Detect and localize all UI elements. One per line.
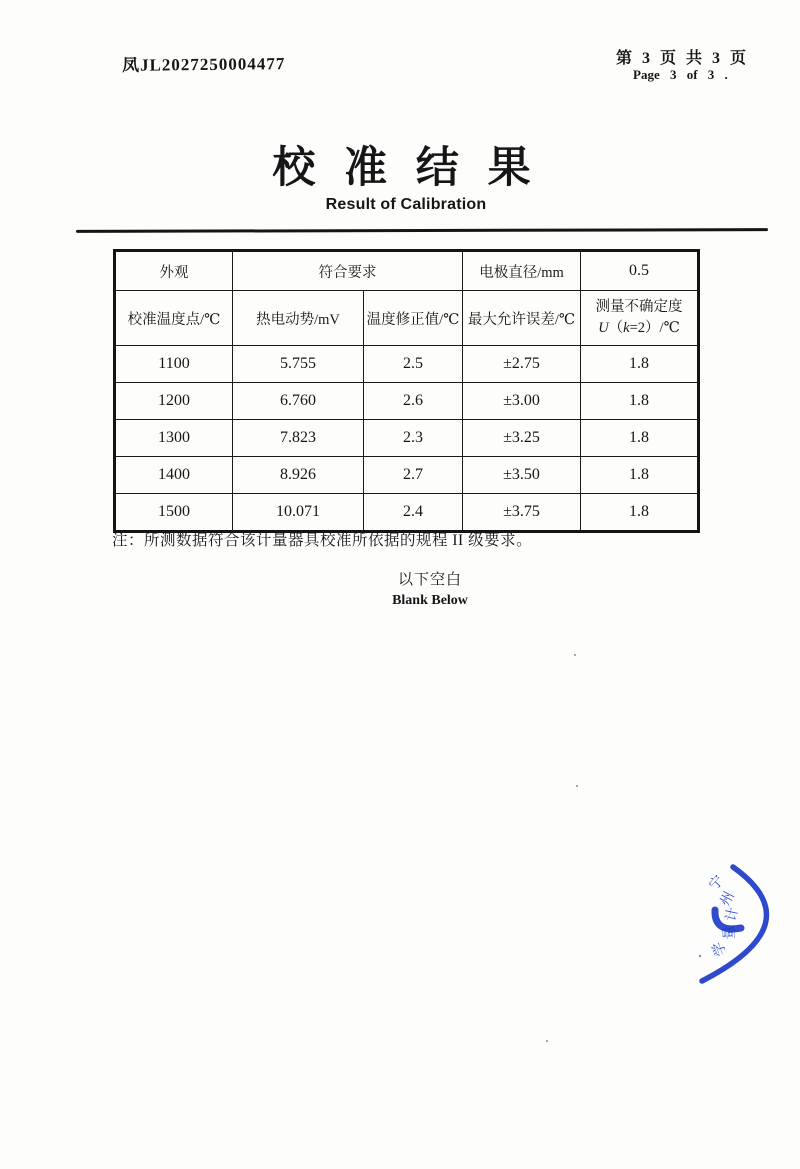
- table-cell: 1.8: [581, 494, 699, 532]
- column-header-temperature: 校准温度点/℃: [115, 291, 233, 346]
- certificate-number: 凤JL2027250004477: [121, 54, 286, 75]
- table-cell: 2.7: [364, 457, 463, 494]
- column-header-uncertainty: [581, 291, 699, 346]
- page-indicator-en: Page 3 of 3 .: [633, 67, 728, 82]
- uncertainty-header-line2: U（k=2）/℃: [598, 320, 680, 336]
- seal-arc-icon: [688, 852, 798, 994]
- table-row: [115, 346, 699, 383]
- table-cell: 1.8: [581, 346, 699, 383]
- blank-below-cn: 以下空白: [397, 572, 463, 588]
- table-cell: 1500: [115, 494, 233, 532]
- table-cell: ±2.75: [463, 346, 581, 383]
- table-cell: 1.8: [581, 420, 699, 457]
- electrode-diameter-label: 电极直径/mm: [463, 251, 581, 291]
- scan-speck: [574, 654, 576, 656]
- appearance-label: 外观: [115, 251, 233, 291]
- scan-speck: [699, 955, 701, 957]
- table-cell: ±3.50: [463, 457, 581, 494]
- official-seal-partial: [688, 852, 798, 994]
- table-cell: 2.3: [364, 420, 463, 457]
- table-row: [115, 383, 699, 420]
- table-cell: ±3.75: [463, 494, 581, 532]
- electrode-diameter-value: 0.5: [581, 251, 699, 291]
- scan-speck: [546, 1040, 548, 1042]
- table-cell: 2.5: [364, 346, 463, 383]
- table-cell: 6.760: [233, 383, 364, 420]
- table-cell: 1300: [115, 420, 233, 457]
- table-cell: 1.8: [581, 457, 699, 494]
- column-header-row: [115, 291, 699, 346]
- seal-char: 宁: [706, 873, 728, 894]
- table-cell: 8.926: [233, 457, 364, 494]
- table-row: [115, 494, 699, 532]
- page-title-en: Result of Calibration: [325, 196, 487, 213]
- scan-speck: [576, 785, 578, 787]
- uncertainty-header-line1: 测量不确定度: [595, 298, 683, 315]
- table-cell: ±3.25: [463, 420, 581, 457]
- table-cell: 2.4: [364, 494, 463, 532]
- calibration-results-table: [113, 249, 700, 533]
- table-row: [115, 457, 699, 494]
- table-cell: 1200: [115, 383, 233, 420]
- blank-below-block: [392, 568, 468, 609]
- table-cell: 1400: [115, 457, 233, 494]
- note-text: 注：所测数据符合该计量器具校准所依据的规程 II 级要求。: [112, 532, 533, 549]
- page-title-cn: 校 准 结 果: [272, 145, 540, 192]
- table-row: [115, 420, 699, 457]
- seal-char: 学: [710, 939, 730, 958]
- column-header-correction: 温度修正值/℃: [364, 291, 463, 346]
- table-cell: 5.755: [233, 346, 364, 383]
- seal-char: 州: [718, 889, 738, 909]
- seal-char: 计: [724, 906, 742, 923]
- seal-char: 量: [722, 924, 738, 940]
- page-indicator-cn: 第 3 页 共 3 页: [616, 50, 750, 67]
- table-cell: 1100: [115, 346, 233, 383]
- appearance-value: 符合要求: [233, 251, 463, 291]
- table-cell: 10.071: [233, 494, 364, 532]
- appearance-row: [115, 251, 699, 291]
- table-cell: ±3.00: [463, 383, 581, 420]
- table-cell: 7.823: [233, 420, 364, 457]
- column-header-emf: 热电动势/mV: [233, 291, 364, 346]
- table-cell: 1.8: [581, 383, 699, 420]
- column-header-max-error: 最大允许误差/℃: [463, 291, 581, 346]
- blank-below-en: Blank Below: [392, 593, 468, 608]
- title-divider-line: [76, 228, 768, 232]
- table-cell: 2.6: [364, 383, 463, 420]
